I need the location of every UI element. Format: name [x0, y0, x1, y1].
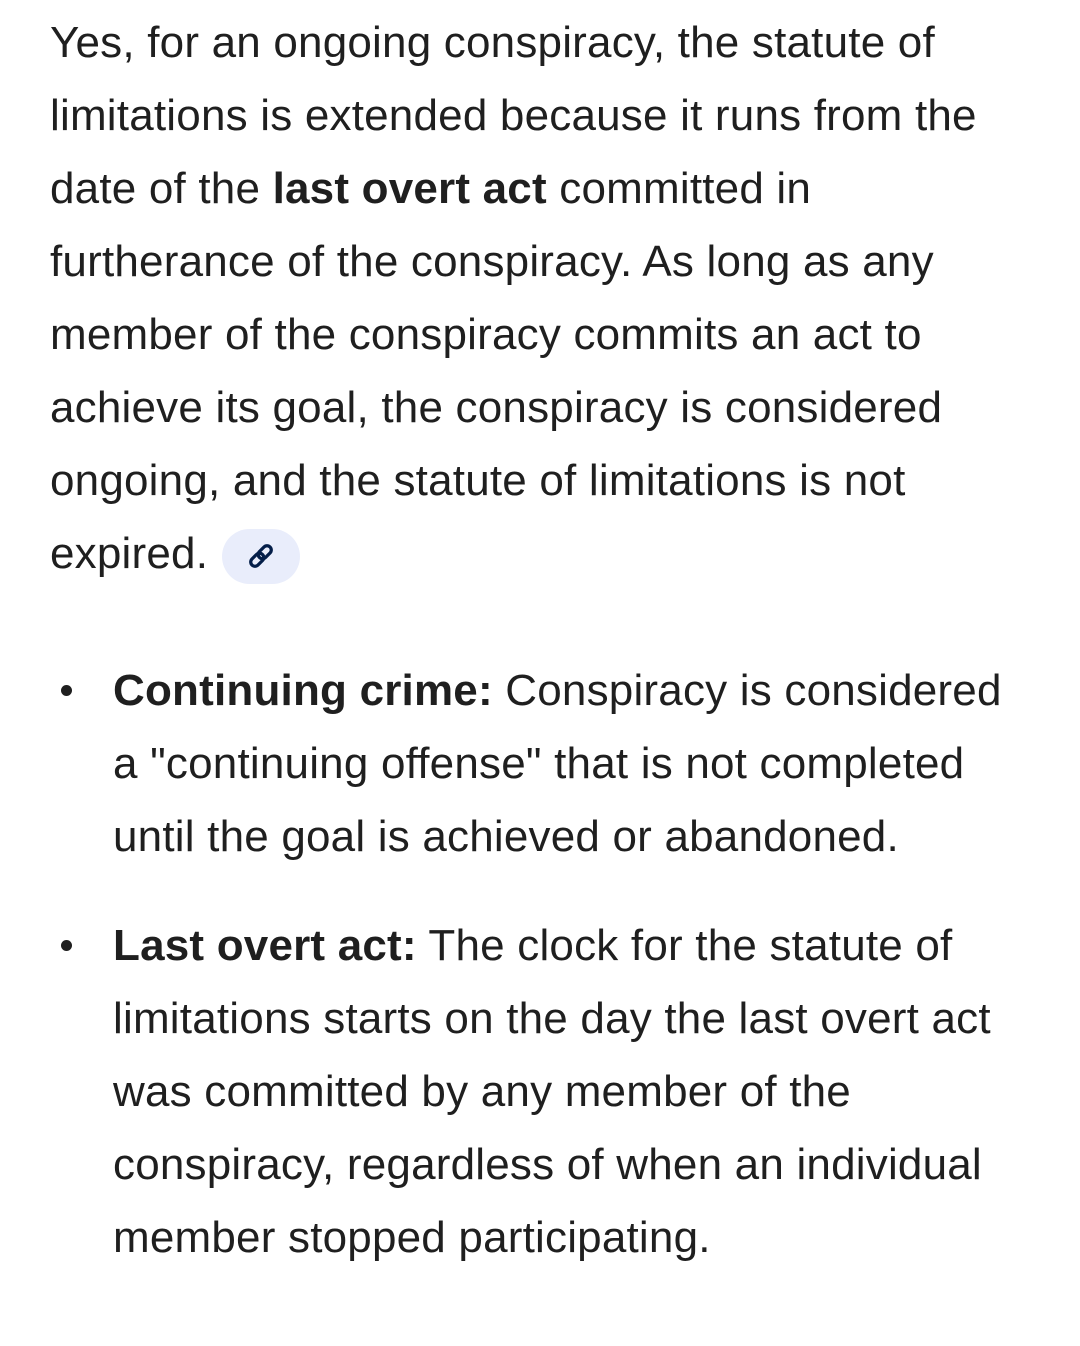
bullet-list	[50, 654, 1022, 1274]
list-item-continuing-crime	[50, 654, 1022, 873]
paragraph-text-end: committed in furtherance of the conspiracy. As long as any member of the conspiracy commits an act to achieve its goal, the conspiracy is considered ongoing, and the statute of limitations is not expired.	[50, 164, 943, 578]
paragraph-bold-phrase: last overt act	[272, 164, 547, 213]
paragraph-text-start: Yes, for an ongoing conspiracy, the statute of limitations is extended because it runs from the date of the	[50, 18, 977, 213]
bullet-text: The clock for the statute of limitations starts on the day the last overt act was committed by any member of the conspiracy, regardless of when an individual member stopped participating.	[113, 921, 991, 1262]
bullet-text: Conspiracy is considered a "continuing offense" that is not completed until the goal is achieved or abandoned.	[113, 666, 1002, 861]
bullet-lead: Continuing crime:	[113, 666, 493, 715]
bullet-lead: Last overt act:	[113, 921, 417, 970]
list-item-last-overt-act	[50, 909, 1022, 1274]
source-link-chip[interactable]	[222, 529, 300, 584]
answer-paragraph	[50, 6, 1022, 590]
link-icon	[244, 539, 278, 573]
